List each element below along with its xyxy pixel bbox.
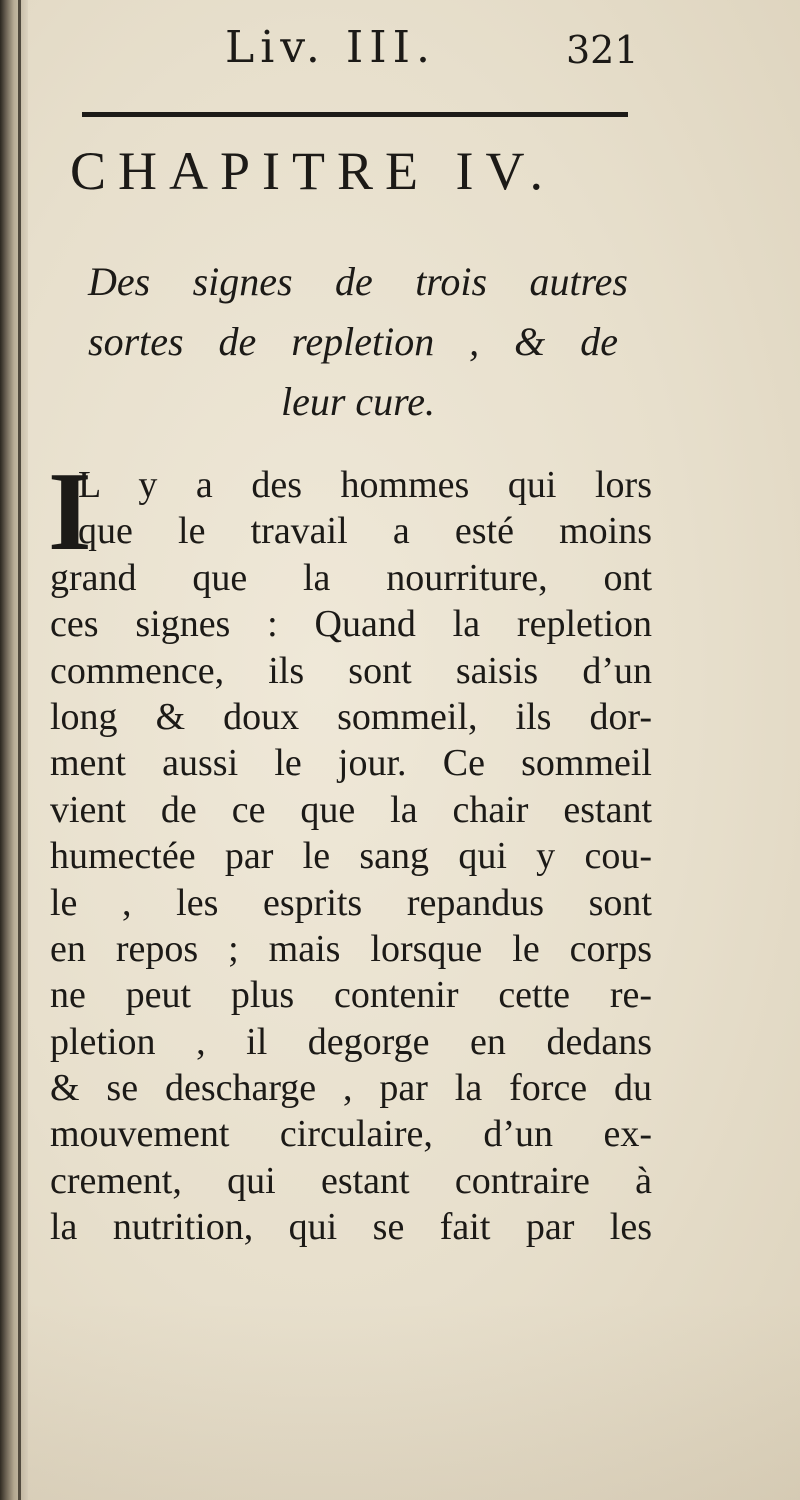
text-line: pletion , il degorge en dedans: [50, 1020, 652, 1063]
text-line: ne peut plus contenir cette re-: [50, 974, 652, 1017]
binding-edge-line: [18, 0, 21, 1500]
chapter-subtitle: [88, 252, 628, 432]
text-line: crement, qui estant contraire à: [50, 1159, 652, 1202]
text-line: grand que la nourriture, ont: [50, 556, 652, 599]
subtitle-line: leur cure.: [280, 379, 436, 424]
subtitle-line: Des signes de trois autres: [88, 259, 628, 304]
text-line: que le travail a esté moins: [78, 510, 652, 553]
chapter-title: CHAPITRE IV.: [70, 141, 556, 201]
page-binding-shadow: [0, 0, 28, 1500]
text-line: le , les esprits repandus sont: [50, 881, 652, 924]
text-line: humectée par le sang qui y cou-: [50, 835, 652, 878]
text-line: en repos ; mais lorsque le corps: [50, 927, 652, 970]
text-line: la nutrition, qui se fait par les: [50, 1206, 652, 1249]
text-line: L y a des hommes qui lors: [78, 464, 652, 506]
text-line: ces signes : Quand la repletion: [50, 603, 652, 646]
subtitle-line: sortes de repletion , & de: [88, 319, 618, 364]
text-line: long & doux sommeil, ils dor-: [50, 695, 652, 738]
text-line: commence, ils sont saisis d’un: [50, 649, 652, 692]
page-number: 321: [566, 28, 639, 72]
running-head: Liv. III.: [225, 22, 437, 73]
text-line: vient de ce que la chair estant: [50, 788, 652, 831]
drop-cap: I: [48, 450, 92, 574]
body-text: [48, 450, 652, 1251]
text-line: & se descharge , par la force du: [50, 1067, 652, 1110]
page-bottom-shading: [0, 1300, 800, 1500]
header-rule: [82, 112, 628, 117]
text-line: ment aussi le jour. Ce sommeil: [50, 742, 652, 785]
text-line: mouvement circulaire, d’un ex-: [50, 1113, 652, 1156]
